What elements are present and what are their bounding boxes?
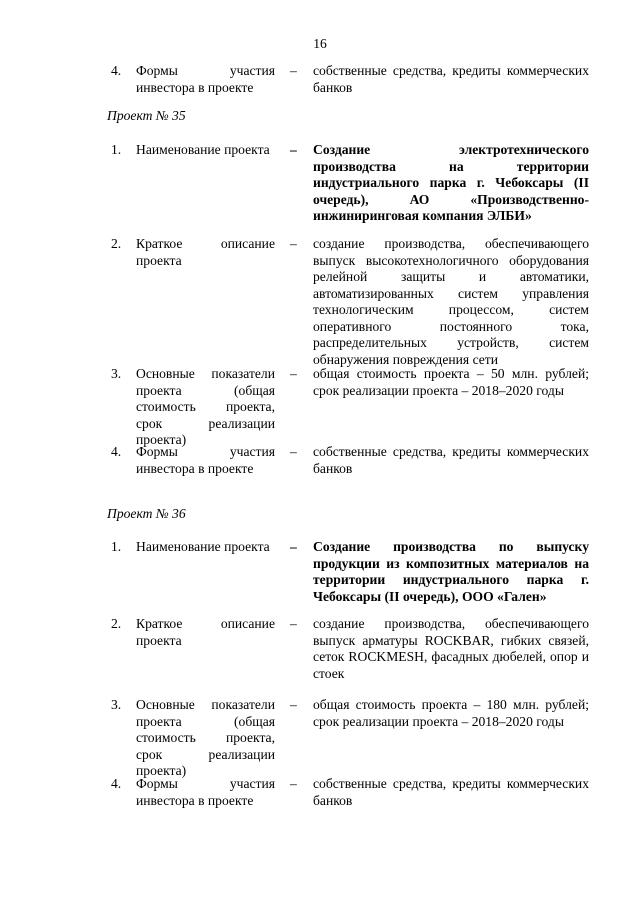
item-number: 1. — [111, 142, 122, 157]
item-value: собственные средства, кредиты коммерческих банков — [313, 776, 589, 808]
item-dash: – — [290, 366, 297, 381]
item-label: Формы участия инвестора в проекте — [136, 444, 275, 476]
item-value: общая стоимость проекта – 180 млн. рублей; срок реализации проекта – 2018–2020 годы — [313, 697, 589, 729]
item-number: 1. — [111, 539, 122, 554]
item-value: создание производства, обеспечивающего выпуск арматуры ROCKBAR, гибких связей, сеток ROCKMESH, фасадных дюбелей, опор и стоек — [313, 616, 589, 681]
item-label: Основные показатели проекта (общая стоимость проекта, срок реализации проекта) — [136, 366, 275, 447]
item-label: Наименование проекта — [136, 142, 270, 157]
item-dash: – — [290, 142, 297, 157]
item-label: Формы участия инвестора в проекте — [136, 776, 275, 808]
page-number: 16 — [313, 36, 327, 51]
item-number: 4. — [111, 776, 122, 791]
item-value: собственные средства, кредиты коммерческих банков — [313, 444, 589, 476]
item-dash: – — [290, 444, 297, 459]
item-label: Наименование проекта — [136, 539, 270, 554]
project-title: Проект № 36 — [107, 506, 186, 521]
item-dash: – — [290, 63, 297, 78]
item-number: 2. — [111, 236, 122, 251]
item-value: Создание производства по выпуску продукции из композитных материалов на территории индустриального парка г. Чебоксары (II очередь), ООО «Гален» — [313, 539, 589, 604]
item-dash: – — [290, 776, 297, 791]
item-number: 2. — [111, 616, 122, 631]
item-value: общая стоимость проекта – 50 млн. рублей; срок реализации проекта – 2018–2020 годы — [313, 366, 589, 398]
item-number: 3. — [111, 697, 122, 712]
item-number: 4. — [111, 444, 122, 459]
item-value: создание производства, обеспечивающего выпуск высокотехнологичного оборудования релейной защиты и автоматики, автоматизированных систем управления технологическим процессом, систем оперативного постоянного тока, распределительных устройств, систем обнаружения повреждения сети — [313, 236, 589, 367]
item-value: собственные средства, кредиты коммерческих банков — [313, 63, 589, 95]
item-label: Формы участия инвестора в проекте — [136, 63, 275, 95]
project-title: Проект № 35 — [107, 108, 186, 123]
item-value: Создание электротехнического производства на территории индустриального парка г. Чебоксары (II очередь), АО «Производственно-инжиниринговая компания ЭЛБИ» — [313, 142, 589, 223]
item-dash: – — [290, 236, 297, 251]
item-number: 4. — [111, 63, 122, 78]
item-number: 3. — [111, 366, 122, 381]
item-dash: – — [290, 539, 297, 554]
item-label: Краткое описание проекта — [136, 236, 275, 268]
item-dash: – — [290, 697, 297, 712]
item-label: Основные показатели проекта (общая стоимость проекта, срок реализации проекта) — [136, 697, 275, 778]
item-dash: – — [290, 616, 297, 631]
item-label: Краткое описание проекта — [136, 616, 275, 648]
